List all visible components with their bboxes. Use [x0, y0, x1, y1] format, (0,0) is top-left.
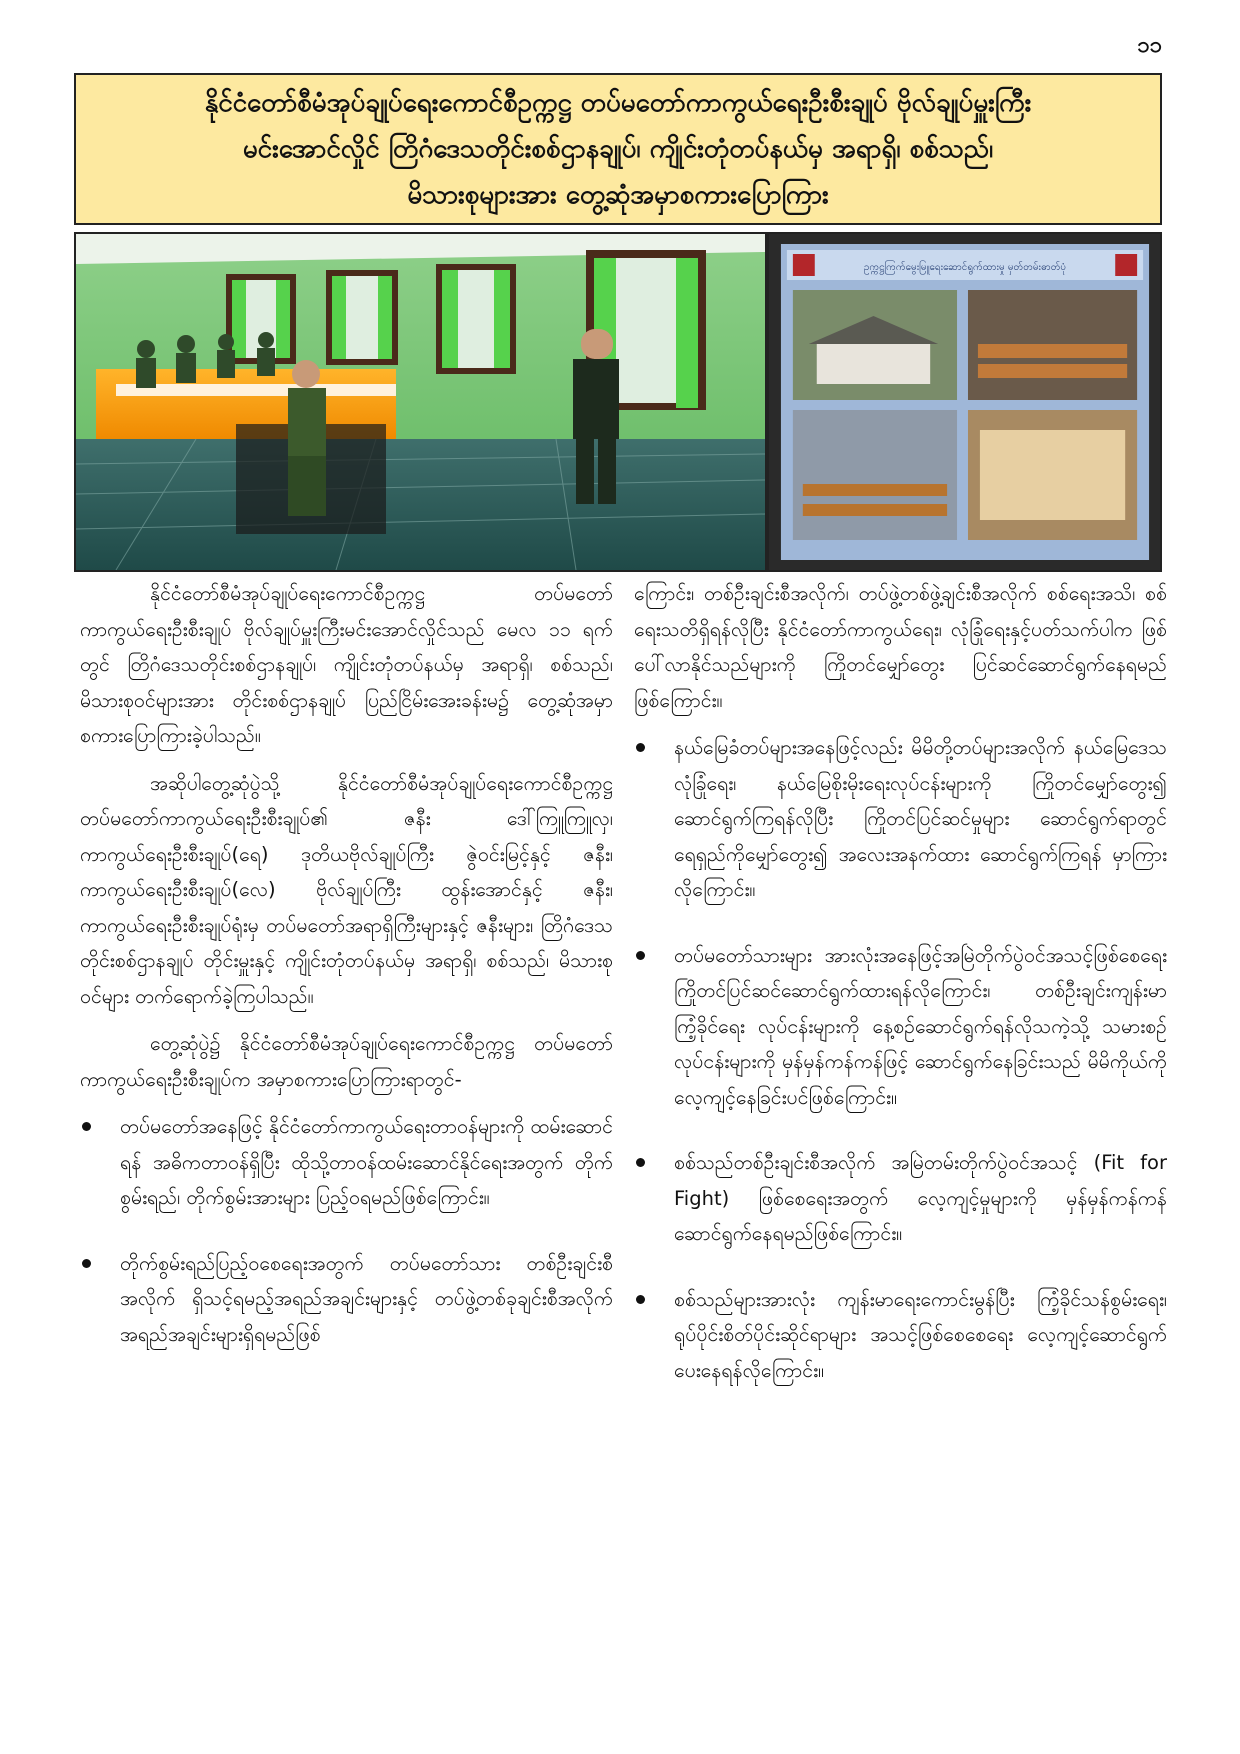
bullet-item: စစ်သည်တစ်ဦးချင်းစီအလိုက် အမြဲတမ်းတိုက်ပွဲဝင်အသင့် (Fit for Fight) ဖြစ်စေရေးအတွက် လေ့ကျင့်မှုများကို မှန်မှန်ကန်ကန် ဆောင်ရွက်နေရမည်ဖြစ်ကြောင်း။ — [634, 1145, 1167, 1252]
bullet-item: တိုက်စွမ်းရည်ပြည့်ဝစေရေးအတွက် တပ်မတော်သား တစ်ဦးချင်းစီအလိုက် ရှိသင့်ရမည့်အရည်အချင်းများနှင့် တပ်ဖွဲ့တစ်ခုချင်းစီအလိုက် အရည်အချင်းများရှိရမည်ဖြစ် — [80, 1246, 613, 1353]
bullet-item: တပ်မတော်အနေဖြင့် နိုင်ငံတော်ကာကွယ်ရေးတာဝန်များကို ထမ်းဆောင်ရန် အဓိကတာဝန်ရှိပြီး ထိုသို့တာဝန်ထမ်းဆောင်နိုင်ရေးအတွက် တိုက်စွမ်းရည်၊ တိုက်စွမ်းအားများ ပြည့်ဝရမည်ဖြစ်ကြောင်း။ — [80, 1109, 613, 1216]
headline-line-2: မင်းအောင်လှိုင် တြိဂံဒေသတိုင်းစစ်ဌာနချုပ်၊ ကျိုင်းတုံတပ်နယ်မှ အရာရှိ၊ စစ်သည်၊ — [242, 134, 994, 164]
presentation-screen-illustration — [769, 234, 1160, 570]
photo-meeting-hall — [76, 234, 765, 570]
paragraph-intro: နိုင်ငံတော်စီမံအုပ်ချုပ်ရေးကောင်စီဥက္ကဋ္ဌ တပ်မတော်ကာကွယ်ရေးဦးစီးချုပ် ဗိုလ်ချုပ်မှူးကြီးမင်းအောင်လှိုင်သည် မေလ ၁၁ ရက်တွင် တြိဂံဒေသတိုင်းစစ်ဌာနချုပ်၊ ကျိုင်းတုံတပ်နယ်မှ အရာရှိ၊ စစ်သည်၊ မိသားစုဝင်များအား တိုင်းစစ်ဌာနချုပ် ပြည်ငြိမ်းအေးခန်းမ၌ တွေ့ဆုံအမှာစကားပြောကြားခဲ့ပါသည်။ — [80, 582, 613, 747]
headline-box — [74, 73, 1162, 225]
bullet-item: နယ်မြေခံတပ်များအနေဖြင့်လည်း မိမိတို့တပ်များအလိုက် နယ်မြေဒေသလုံခြုံရေး၊ နယ်မြေစိုးမိုးရေးလုပ်ငန်းများကို ကြိုတင်မျှော်တွေး၍ ဆောင်ရွက်ကြရန်လိုပြီး ကြိုတင်ပြင်ဆင်မှုများ ဆောင်ရွက်ရာတွင် ရေရှည်ကိုမျှော်တွေး၍ အလေးအနက်ထား ဆောင်ရွက်ကြရန် မှာကြားလိုကြောင်း။ — [634, 730, 1167, 908]
meeting-hall-illustration — [76, 234, 765, 570]
paragraph-speech-lead: တွေ့ဆုံပွဲ၌ နိုင်ငံတော်စီမံအုပ်ချုပ်ရေးကောင်စီဥက္ကဋ္ဌ တပ်မတော်ကာကွယ်ရေးဦးစီးချုပ်က အမှာစကားပြောကြားရာတွင်- — [80, 1032, 613, 1091]
slide-header-text: ဥက္ကဋ္ဌကြက်မွေးမြူရေးဆောင်ရွက်ထားမှု မှတ်တမ်းဓာတ်ပုံ — [863, 261, 1067, 274]
paragraph-attendees: အဆိုပါတွေ့ဆုံပွဲသို့ နိုင်ငံတော်စီမံအုပ်ချုပ်ရေးကောင်စီဥက္ကဋ္ဌ တပ်မတော်ကာကွယ်ရေးဦးစီးချုပ်၏ ဇနီး ဒေါ်ကြူကြူလှ၊ ကာကွယ်ရေးဦးစီးချုပ်(ရေ) ဒုတိယဗိုလ်ချုပ်ကြီး ဇွဲဝင်းမြင့်နှင့် ဇနီး၊ ကာကွယ်ရေးဦးစီးချုပ်(လေ) ဗိုလ်ချုပ်ကြီး ထွန်းအောင်နှင့် ဇနီး၊ ကာကွယ်ရေးဦးစီးချုပ်ရုံးမှ တပ်မတော်အရာရှိကြီးများနှင့် ဇနီးများ၊ တြိဂံဒေသတိုင်းစစ်ဌာနချုပ် တိုင်းမှူးနှင့် ကျိုင်းတုံတပ်နယ်မှ အရာရှိ၊ စစ်သည်၊ မိသားစုဝင်များ တက်ရောက်ခဲ့ကြပါသည်။ — [80, 771, 613, 1008]
bullet-list-left — [80, 1109, 613, 1352]
headline-line-3: မိသားစုများအား တွေ့ဆုံအမှာစကားပြောကြား — [407, 180, 829, 210]
bullet-item: တပ်မတော်သားများ အားလုံးအနေဖြင့်အမြဲတိုက်ပွဲဝင်အသင့်ဖြစ်စေရေး ကြိုတင်ပြင်ဆင်ဆောင်ရွက်ထားရန်လိုကြောင်း၊ တစ်ဦးချင်းကျန်းမာကြံ့ခိုင်ရေး လုပ်ငန်းများကို နေ့စဉ်ဆောင်ရွက်ရန်လိုသကဲ့သို့ သမားစဉ်လုပ်ငန်းများကို မှန်မှန်ကန်ကန်ဖြင့် ဆောင်ရွက်နေခြင်းသည် မိမိကိုယ်ကို လေ့ကျင့်နေခြင်းပင်ဖြစ်ကြောင်း။ — [634, 938, 1167, 1116]
page-number: ၁၁ — [1137, 33, 1162, 58]
photo-strip — [74, 232, 1162, 572]
bullet-item: စစ်သည်များအားလုံး ကျန်းမာရေးကောင်းမွန်ပြီး ကြံ့ခိုင်သန်စွမ်းရေး၊ ရုပ်ပိုင်းစိတ်ပိုင်းဆိုင်ရာများ အသင့်ဖြစ်စေစေရေး လေ့ကျင့်ဆောင်ရွက်ပေးနေရန်လိုကြောင်း။ — [634, 1282, 1167, 1389]
right-column — [634, 576, 1167, 1418]
headline-line-1: နိုင်ငံတော်စီမံအုပ်ချုပ်ရေးကောင်စီဥက္ကဋ္ဌ တပ်မတော်ကာကွယ်ရေးဦးစီးချုပ် ဗိုလ်ချုပ်မှူးကြီး — [204, 88, 1032, 118]
left-column — [80, 576, 613, 1382]
photo-presentation-screen — [769, 234, 1160, 570]
paragraph-continuation: ကြောင်း၊ တစ်ဦးချင်းစီအလိုက်၊ တပ်ဖွဲ့တစ်ဖွဲ့ချင်းစီအလိုက် စစ်ရေးအသိ၊ စစ်ရေးသတိရှိရန်လိုပြီး နိုင်ငံတော်ကာကွယ်ရေး၊ လုံခြုံရေးနှင့်ပတ်သက်ပါက ဖြစ်ပေါ်လာနိုင်သည်များကို ကြိုတင်မျှော်တွေး ပြင်ဆင်ဆောင်ရွက်နေရမည်ဖြစ်ကြောင်း။ — [634, 582, 1167, 712]
bullet-list-right — [634, 730, 1167, 1388]
